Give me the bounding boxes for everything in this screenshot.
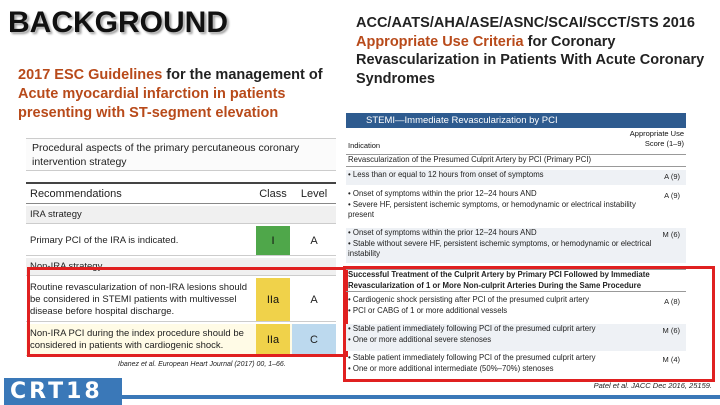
highlight-box-right [343, 266, 715, 382]
footer-bar [120, 395, 720, 399]
row1-text: Primary PCI of the IRA is indicated. [30, 234, 179, 246]
section2-label: Successful Treatment of the Culprit Artery by Primary PCI Followed by Immediate Revascularization of 1 or More Non-culprit Arteries During the Same Procedure [348, 270, 650, 290]
auc-heading [356, 14, 716, 88]
r2-text: • Onset of symptoms within the prior 12–24 hours AND • Severe HF, persistent ischemic symptoms, or hemodynamic or electrical instability present [348, 189, 636, 219]
row1-class: I [256, 226, 290, 255]
table-row [26, 226, 336, 256]
r5-score: M (6) [662, 326, 680, 335]
heading-rest: for Coronary Revascularization in Patients With Acute Coronary Syndromes [356, 33, 705, 87]
procedural-aspects-heading: Procedural aspects of the primary percutaneous coronary intervention strategy [26, 138, 336, 171]
r6-text: • Stable patient immediately following PCI of the presumed culprit artery • One or more additional intermediate (50%–70%) stenoses [348, 353, 596, 373]
r2-score: A (9) [664, 191, 680, 200]
citation-esc: Ibanez et al. European Heart Journal (2017) 00, 1–66. [118, 361, 286, 368]
esc-guideline-heading [18, 66, 336, 123]
row2-class: IIa [256, 278, 290, 321]
r6-score: M (4) [662, 355, 680, 364]
row2-text: Routine revascularization of non-IRA lesions should be considered in STEMI patients with multivessel disease before hospital discharge. [30, 281, 248, 317]
table-row [346, 170, 686, 185]
col-class: Class [259, 187, 287, 200]
heading-auc: Appropriate Use Criteria [356, 33, 524, 50]
row1-level: A [310, 234, 318, 247]
r3-score: M (6) [662, 230, 680, 239]
row2-level: A [310, 293, 318, 306]
heading-connector: for the management of [162, 67, 323, 83]
row3-class: IIa [256, 324, 290, 355]
heading-societies: ACC/AATS/AHA/ASE/ASNC/SCAI/SCCT/STS 2016 [356, 15, 695, 31]
citation-acc: Patel et al. JACC Dec 2016, 25159. [593, 381, 712, 390]
row3-text: Non-IRA PCI during the index procedure should be considered in patients with cardiogenic shock. [30, 327, 244, 351]
page-title: BACKGROUND [8, 6, 228, 39]
col-level: Level [300, 187, 328, 200]
col-recommendations: Recommendations [30, 187, 122, 200]
heading-topic: Acute myocardial infarction in patients presenting with ST-segment elevation [18, 86, 286, 121]
section1-label: Revascularization of the Presumed Culprit Artery by PCI (Primary PCI) [348, 155, 592, 164]
table-row [346, 189, 686, 226]
table-header [26, 182, 336, 204]
r4-score: A (8) [664, 297, 680, 306]
section-non-ira-label: Non-IRA strategy [30, 260, 103, 272]
r5-text: • Stable patient immediately following PCI of the presumed culprit artery • One or more additional severe stenoses [348, 324, 596, 344]
table-row [346, 228, 686, 263]
r1-score: A (9) [664, 172, 680, 181]
highlight-box-left [27, 267, 348, 357]
r4-text: • Cardiogenic shock persisting after PCI of the presumed culprit artery • PCI or CABG of 1 or more additional vessels [348, 295, 590, 315]
col-indication: Indication [348, 141, 381, 150]
r1-text: • Less than or equal to 12 hours from onset of symptoms [348, 170, 544, 179]
auc-table-title: STEMI—Immediate Revascularization by PCI [346, 113, 686, 128]
row3-level: C [292, 324, 336, 355]
col-score: Appropriate Use Score (1–9) [629, 129, 684, 148]
crt-logo: CRT18 [4, 378, 122, 405]
section-primary-pci [346, 154, 686, 167]
section-ira [26, 206, 336, 224]
heading-esc: 2017 ESC Guidelines [18, 67, 163, 83]
r3-text: • Onset of symptoms within the prior 12–24 hours AND • Stable without severe HF, persistent ischemic symptoms, or hemodynamic or electrical instability [348, 228, 652, 258]
section-ira-label: IRA strategy [30, 208, 82, 220]
